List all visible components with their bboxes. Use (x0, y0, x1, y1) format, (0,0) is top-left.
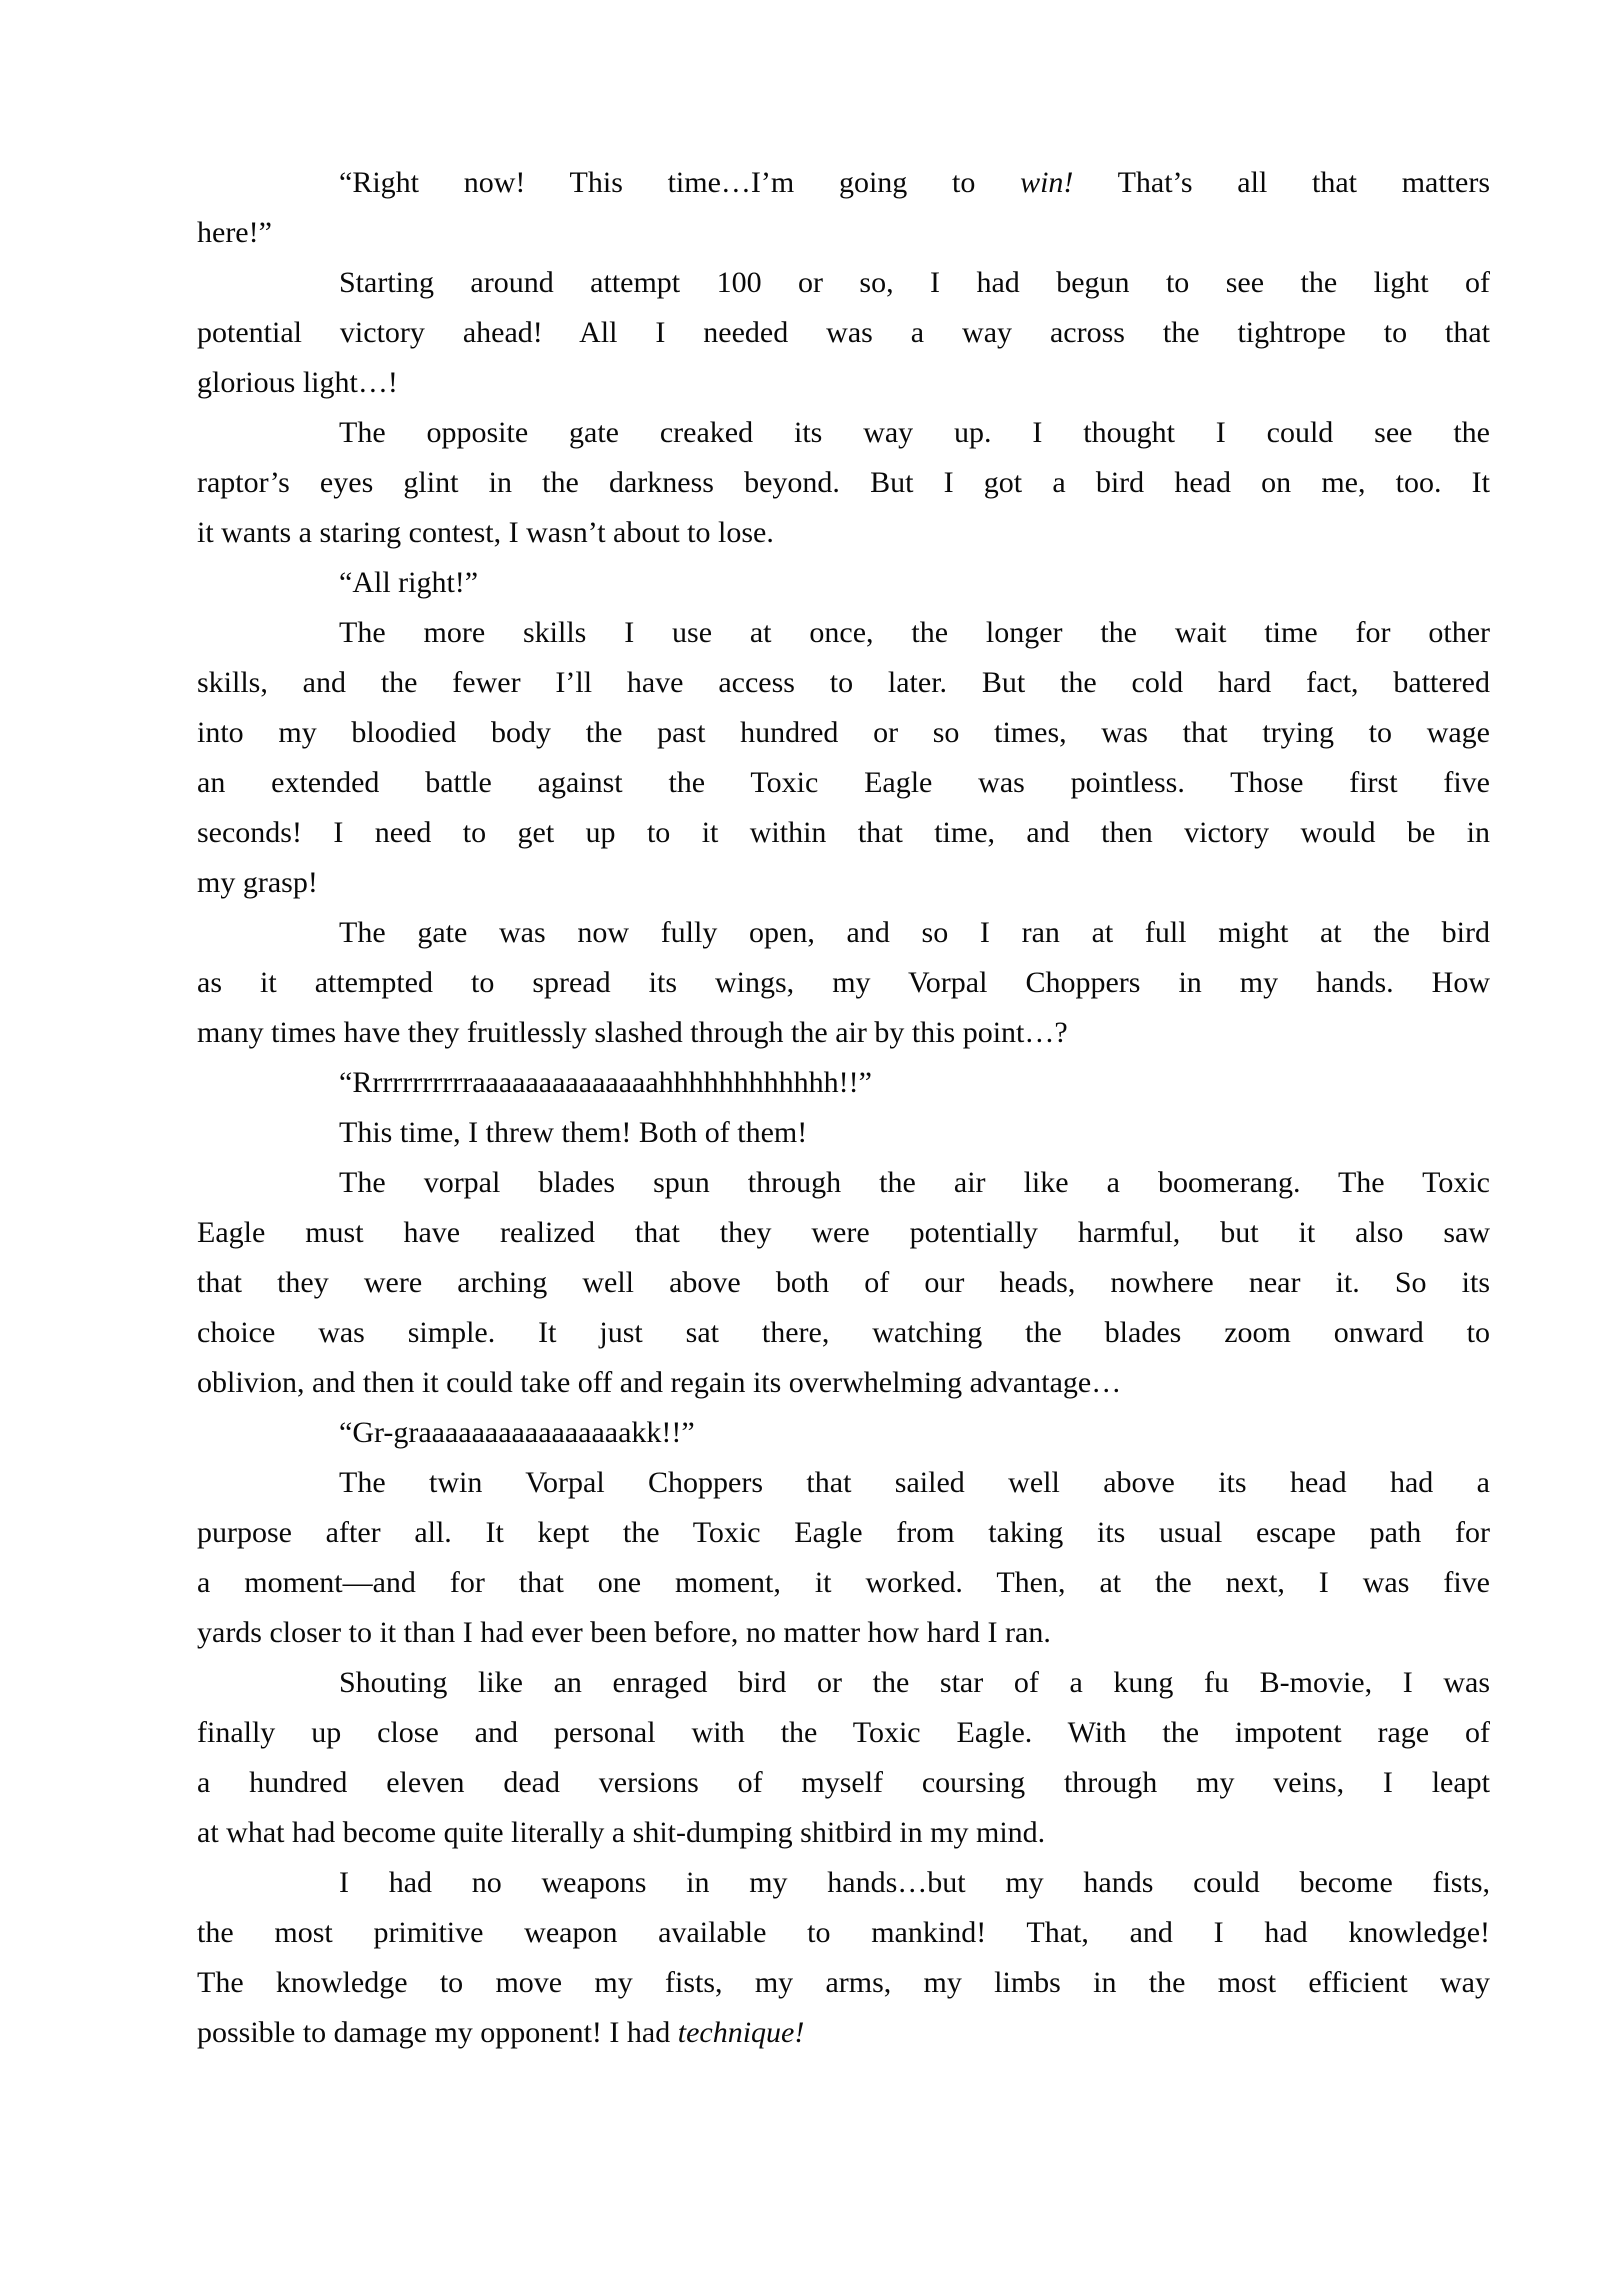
text-line (197, 1258, 1490, 1308)
plain-text: finally up close and personal with the Toxic Eagle. With the impotent rage of (197, 1716, 1490, 1749)
plain-text: seconds! I need to get up to it within that time, and then victory would be in (197, 816, 1490, 849)
paragraph (197, 908, 1490, 1058)
plain-text: potential victory ahead! All I needed was a way across the tightrope to that (197, 316, 1490, 349)
text-line (197, 1308, 1490, 1358)
plain-text: That’s all that matters (1073, 166, 1490, 199)
plain-text: Eagle must have realized that they were potentially harmful, but it also saw (197, 1216, 1490, 1249)
plain-text: a moment—and for that one moment, it worked. Then, at the next, I was five (197, 1566, 1490, 1599)
paragraph (197, 1058, 1490, 1108)
paragraph (197, 408, 1490, 558)
text-line (197, 158, 1490, 208)
text-line (197, 608, 1490, 658)
plain-text: the most primitive weapon available to mankind! That, and I had knowledge! (197, 1916, 1490, 1949)
plain-text: “All right!” (339, 566, 479, 599)
paragraph (197, 158, 1490, 258)
text-line (197, 958, 1490, 1008)
text-line (197, 1008, 1490, 1058)
text-line (197, 258, 1490, 308)
paragraph (197, 1858, 1490, 2058)
plain-text: as it attempted to spread its wings, my Vorpal Choppers in my hands. How (197, 966, 1490, 999)
text-line (197, 858, 1490, 908)
plain-text: many times have they fruitlessly slashed through the air by this point…? (197, 1016, 1068, 1049)
plain-text: “Right now! This time…I’m going to (339, 166, 1021, 199)
text-line (197, 908, 1490, 958)
text-line (197, 1058, 1490, 1108)
paragraph (197, 1458, 1490, 1658)
plain-text: my grasp! (197, 866, 318, 899)
text-line (197, 1858, 1490, 1908)
paragraph (197, 1158, 1490, 1408)
text-line (197, 308, 1490, 358)
paragraph (197, 558, 1490, 608)
paragraph (197, 1658, 1490, 1858)
plain-text: “Gr-graaaaaaaaaaaaaaaakk!!” (339, 1416, 695, 1449)
text-line (197, 808, 1490, 858)
plain-text: The knowledge to move my fists, my arms, my limbs in the most efficient way (197, 1966, 1490, 1999)
text-line (197, 1358, 1490, 1408)
text-line (197, 1708, 1490, 1758)
text-line (197, 1458, 1490, 1508)
text-line (197, 358, 1490, 408)
text-line (197, 1908, 1490, 1958)
text-line (197, 1758, 1490, 1808)
plain-text: This time, I threw them! Both of them! (339, 1116, 808, 1149)
paragraph (197, 258, 1490, 408)
paragraph (197, 608, 1490, 908)
plain-text: The vorpal blades spun through the air like a boomerang. The Toxic (339, 1166, 1490, 1199)
plain-text: The gate was now fully open, and so I ran at full might at the bird (339, 916, 1490, 949)
text-line (197, 1658, 1490, 1708)
plain-text: The more skills I use at once, the longer the wait time for other (339, 616, 1490, 649)
text-block (197, 158, 1490, 2058)
plain-text: an extended battle against the Toxic Eagle was pointless. Those first five (197, 766, 1490, 799)
text-line (197, 1508, 1490, 1558)
plain-text: raptor’s eyes glint in the darkness beyond. But I got a bird head on me, too. It (197, 466, 1490, 499)
plain-text: The twin Vorpal Choppers that sailed well above its head had a (339, 1466, 1490, 1499)
text-line (197, 1558, 1490, 1608)
text-line (197, 2008, 1490, 2058)
text-line (197, 708, 1490, 758)
text-line (197, 508, 1490, 558)
plain-text: possible to damage my opponent! I had (197, 2016, 678, 2049)
text-line (197, 1158, 1490, 1208)
text-line (197, 758, 1490, 808)
plain-text: Shouting like an enraged bird or the star of a kung fu B-movie, I was (339, 1666, 1490, 1699)
text-line (197, 408, 1490, 458)
text-line (197, 1808, 1490, 1858)
plain-text: a hundred eleven dead versions of myself coursing through my veins, I leapt (197, 1766, 1490, 1799)
text-line (197, 1208, 1490, 1258)
italic-text: win! (1020, 166, 1074, 199)
plain-text: yards closer to it than I had ever been before, no matter how hard I ran. (197, 1616, 1051, 1649)
plain-text: into my bloodied body the past hundred or so times, was that trying to wage (197, 716, 1490, 749)
plain-text: glorious light…! (197, 366, 398, 399)
paragraph (197, 1408, 1490, 1458)
plain-text: Starting around attempt 100 or so, I had begun to see the light of (339, 266, 1490, 299)
text-line (197, 558, 1490, 608)
text-line (197, 1108, 1490, 1158)
plain-text: it wants a staring contest, I wasn’t about to lose. (197, 516, 774, 549)
plain-text: choice was simple. It just sat there, watching the blades zoom onward to (197, 1316, 1490, 1349)
plain-text: “Rrrrrrrrrrraaaaaaaaaaaaaahhhhhhhhhhhh!!” (339, 1066, 872, 1099)
text-line (197, 1958, 1490, 2008)
plain-text: at what had become quite literally a shit-dumping shitbird in my mind. (197, 1816, 1046, 1849)
plain-text: here!” (197, 216, 272, 249)
plain-text: I had no weapons in my hands…but my hands could become fists, (339, 1866, 1490, 1899)
text-line (197, 208, 1490, 258)
plain-text: skills, and the fewer I’ll have access to later. But the cold hard fact, battered (197, 666, 1490, 699)
paragraph (197, 1108, 1490, 1158)
plain-text: purpose after all. It kept the Toxic Eagle from taking its usual escape path for (197, 1516, 1490, 1549)
text-line (197, 658, 1490, 708)
text-line (197, 1608, 1490, 1658)
text-line (197, 458, 1490, 508)
plain-text: that they were arching well above both of our heads, nowhere near it. So its (197, 1266, 1490, 1299)
plain-text: oblivion, and then it could take off and regain its overwhelming advantage… (197, 1366, 1122, 1399)
plain-text: The opposite gate creaked its way up. I thought I could see the (339, 416, 1490, 449)
italic-text: technique! (677, 2016, 805, 2049)
text-line (197, 1408, 1490, 1458)
